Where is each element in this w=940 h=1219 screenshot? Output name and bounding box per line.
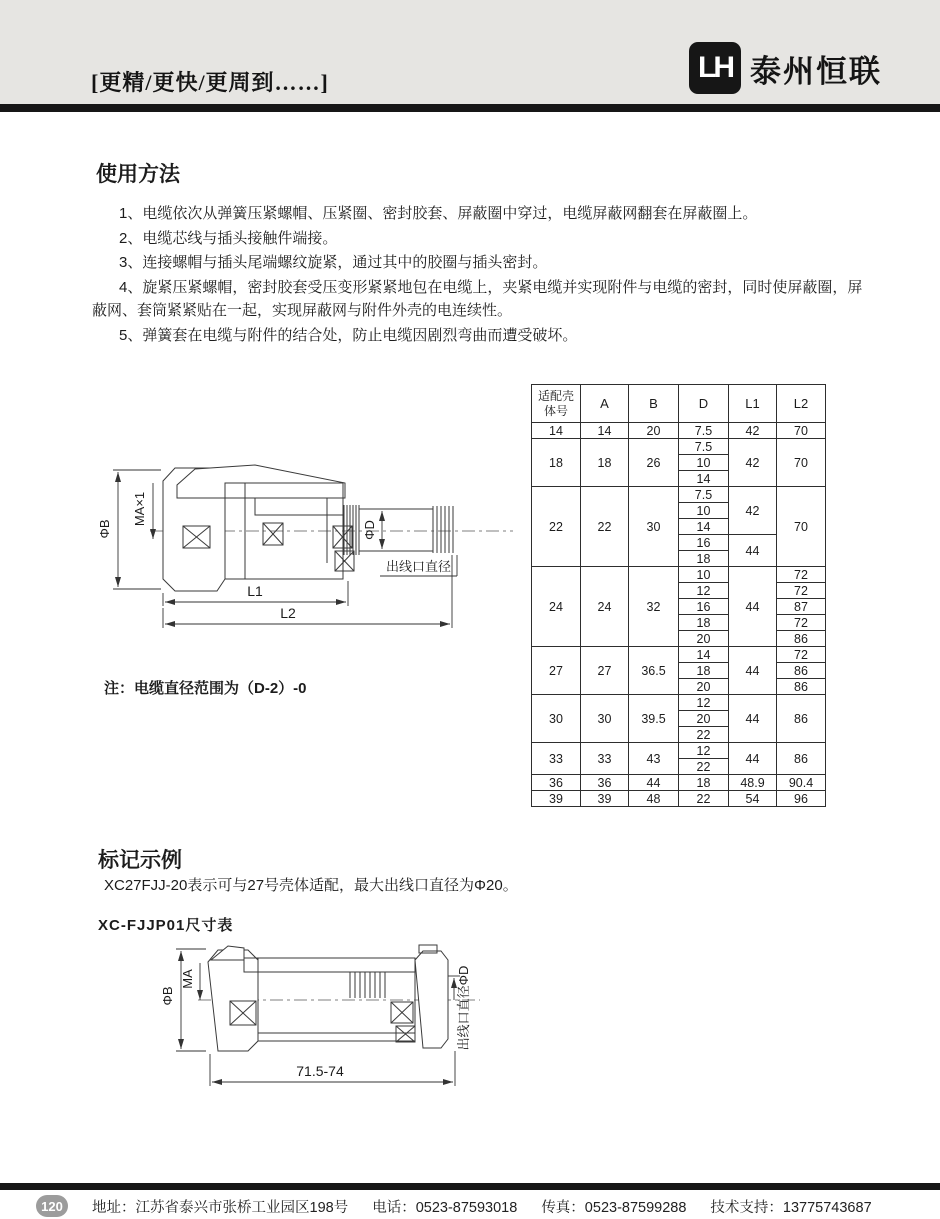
- footer: [36, 1193, 931, 1219]
- spec-cell: 7.5: [679, 487, 729, 503]
- spec-cell: 24: [532, 567, 581, 647]
- spec-cell: 30: [629, 487, 679, 567]
- footer-phone: 电话：0523-87593018: [372, 1199, 518, 1216]
- thread-label: MA×1: [132, 491, 147, 527]
- spec-cell: 27: [532, 647, 581, 695]
- spec-row: [532, 423, 826, 439]
- spec-cell: 10: [679, 455, 729, 471]
- spec-cell: 16: [679, 599, 729, 615]
- spec-row: [532, 487, 826, 503]
- spec-cell: 42: [729, 487, 777, 535]
- spec-cell: 86: [777, 631, 826, 647]
- header-slogan: [更精/更快/更周到……]: [91, 70, 329, 95]
- spec-col-header: 适配壳体号: [532, 385, 581, 423]
- outlet-label: 出线口直径: [386, 559, 452, 574]
- spec-cell: 14: [581, 423, 629, 439]
- logo-lh-icon: LH: [689, 42, 741, 94]
- spec-cell: 72: [777, 615, 826, 631]
- spec-row: [532, 695, 826, 711]
- spec-cell: 14: [679, 519, 729, 535]
- spec-cell: 32: [629, 567, 679, 647]
- spec-cell: 7.5: [679, 439, 729, 455]
- spec-row: [532, 743, 826, 759]
- spec-cell: 36: [581, 775, 629, 791]
- spec-table: [531, 384, 826, 807]
- spec-cell: 48: [629, 791, 679, 807]
- header-divider: [0, 104, 940, 112]
- spec-cell: 18: [679, 663, 729, 679]
- spec-cell: 22: [679, 727, 729, 743]
- dim-outlet: [380, 555, 457, 576]
- spec-row: [532, 791, 826, 807]
- spec-cell: 39: [581, 791, 629, 807]
- dim-outlet-phi-d: [448, 966, 471, 1051]
- usage-step: 2、电缆芯线与插头接触件端接。: [119, 229, 338, 247]
- spec-cell: 18: [679, 615, 729, 631]
- spec-cell: 86: [777, 695, 826, 743]
- usage-step: 5、弹簧套在电缆与附件的结合处，防止电缆因剧烈弯曲而遭受破坏。: [119, 326, 578, 344]
- usage-step: 1、电缆依次从弹簧压紧螺帽、压紧圈、密封胶套、屏蔽圈中穿过，电缆屏蔽网翻套在屏蔽圈上。: [119, 205, 758, 222]
- l2-label: L2: [280, 605, 296, 621]
- spec-cell: 36: [532, 775, 581, 791]
- spec-row: [532, 775, 826, 791]
- spec-cell: 18: [679, 775, 729, 791]
- spec-cell: 20: [679, 631, 729, 647]
- spec-cell: 22: [679, 791, 729, 807]
- marking-title: 标记示例: [98, 849, 182, 872]
- spec-row: [532, 647, 826, 663]
- spec-col-header: A: [581, 385, 629, 423]
- spec-col-header: L1: [729, 385, 777, 423]
- spec-cell: 39: [532, 791, 581, 807]
- spec-cell: 44: [729, 535, 777, 567]
- spec-cell: 72: [777, 647, 826, 663]
- spec-cell: 14: [532, 423, 581, 439]
- spec-col-header: D: [679, 385, 729, 423]
- spec-cell: 18: [679, 551, 729, 567]
- spec-cell: 44: [729, 647, 777, 695]
- header-band: [0, 0, 940, 104]
- spec-cell: 70: [777, 439, 826, 487]
- spec-cell: 20: [679, 711, 729, 727]
- page-number-badge: 120: [36, 1195, 68, 1217]
- spec-cell: 72: [777, 583, 826, 599]
- connector-diagram: [95, 443, 515, 643]
- spec-cell: 27: [581, 647, 629, 695]
- company-logo: [689, 42, 882, 94]
- marking-example: XC27FJJ-20表示可与27号壳体适配，最大出线口直径为Φ20。: [104, 877, 518, 894]
- dim-thread: [180, 963, 200, 1000]
- dim-phi-b: [97, 470, 161, 589]
- spec-cell: 22: [679, 759, 729, 775]
- footer-divider: [0, 1183, 940, 1190]
- spec-cell: 42: [729, 423, 777, 439]
- spec-cell: 87: [777, 599, 826, 615]
- spec-cell: 30: [532, 695, 581, 743]
- cable-diameter-note: 注：电缆直径范围为（D-2）-0: [104, 680, 307, 697]
- spec-table-body: [532, 423, 826, 807]
- dim-length: [210, 1051, 455, 1086]
- spec-cell: 86: [777, 663, 826, 679]
- spec-cell: 18: [581, 439, 629, 487]
- thread-section: [350, 972, 385, 998]
- spec-cell: 86: [777, 743, 826, 775]
- spec-cell: 33: [532, 743, 581, 775]
- spec-cell: 20: [629, 423, 679, 439]
- spec-cell: 10: [679, 567, 729, 583]
- thread-label: MA: [180, 969, 195, 989]
- cable-spring: [433, 506, 453, 553]
- spec-cell: 70: [777, 487, 826, 567]
- l1-label: L1: [247, 583, 263, 599]
- spec-cell: 7.5: [679, 423, 729, 439]
- usage-step: 3、连接螺帽与插头尾端螺纹旋紧，通过其中的胶圈与插头密封。: [119, 254, 548, 271]
- phi-d-label: ΦD: [362, 520, 377, 540]
- outlet-phi-d-label: 出线口直径ΦD: [456, 965, 471, 1051]
- connector-body: [208, 945, 448, 1051]
- dim-thread: [132, 483, 153, 539]
- spec-cell: 12: [679, 743, 729, 759]
- spec-cell: 43: [629, 743, 679, 775]
- brand-name: 泰州恒联: [750, 53, 882, 89]
- spec-table-head-row: [532, 385, 826, 423]
- spec-cell: 12: [679, 695, 729, 711]
- spec-cell: 44: [629, 775, 679, 791]
- spec-cell: 22: [532, 487, 581, 567]
- spec-cell: 10: [679, 503, 729, 519]
- usage-step: 4、旋紧压紧螺帽，密封胶套受压变形紧紧地包在电缆上，夹紧电缆并实现附件与电缆的密封，同时使屏蔽圈，屏蔽网、套筒紧紧贴在一起，实现屏蔽网与附件外壳的电连续性。: [92, 278, 863, 319]
- spec-cell: 18: [532, 439, 581, 487]
- size-table-title: XC-FJJP01尺寸表: [98, 917, 234, 934]
- spec-cell: 70: [777, 423, 826, 439]
- dim-phi-d: [362, 511, 382, 549]
- spec-cell: 44: [729, 567, 777, 647]
- spec-cell: 42: [729, 439, 777, 487]
- spec-col-header: B: [629, 385, 679, 423]
- xc-fjjp01-diagram: [148, 938, 488, 1093]
- spec-cell: 14: [679, 471, 729, 487]
- spec-cell: 48.9: [729, 775, 777, 791]
- spec-cell: 26: [629, 439, 679, 487]
- spec-cell: 14: [679, 647, 729, 663]
- spec-cell: 33: [581, 743, 629, 775]
- spec-cell: 44: [729, 695, 777, 743]
- spec-cell: 30: [581, 695, 629, 743]
- spec-cell: 24: [581, 567, 629, 647]
- usage-steps: [92, 202, 874, 348]
- footer-fax: 传真：0523-87599288: [541, 1199, 687, 1216]
- spec-cell: 54: [729, 791, 777, 807]
- length-label: 71.5-74: [296, 1063, 344, 1079]
- spec-cell: 20: [679, 679, 729, 695]
- spec-cell: 90.4: [777, 775, 826, 791]
- spec-cell: 12: [679, 583, 729, 599]
- footer-support: 技术支持：13775743687: [710, 1199, 872, 1216]
- phi-b-label: ΦB: [97, 519, 112, 539]
- usage-title: 使用方法: [96, 163, 180, 186]
- spec-cell: 44: [729, 743, 777, 775]
- spec-cell: 16: [679, 535, 729, 551]
- spec-col-header: L2: [777, 385, 826, 423]
- spec-cell: 39.5: [629, 695, 679, 743]
- spec-cell: 36.5: [629, 647, 679, 695]
- spec-row: [532, 567, 826, 583]
- spec-cell: 22: [581, 487, 629, 567]
- footer-address: 地址：江苏省泰兴市张桥工业园区198号: [92, 1199, 349, 1216]
- phi-b-label: ΦB: [160, 986, 175, 1006]
- spec-row: [532, 439, 826, 455]
- spec-cell: 86: [777, 679, 826, 695]
- spec-cell: 96: [777, 791, 826, 807]
- spec-cell: 72: [777, 567, 826, 583]
